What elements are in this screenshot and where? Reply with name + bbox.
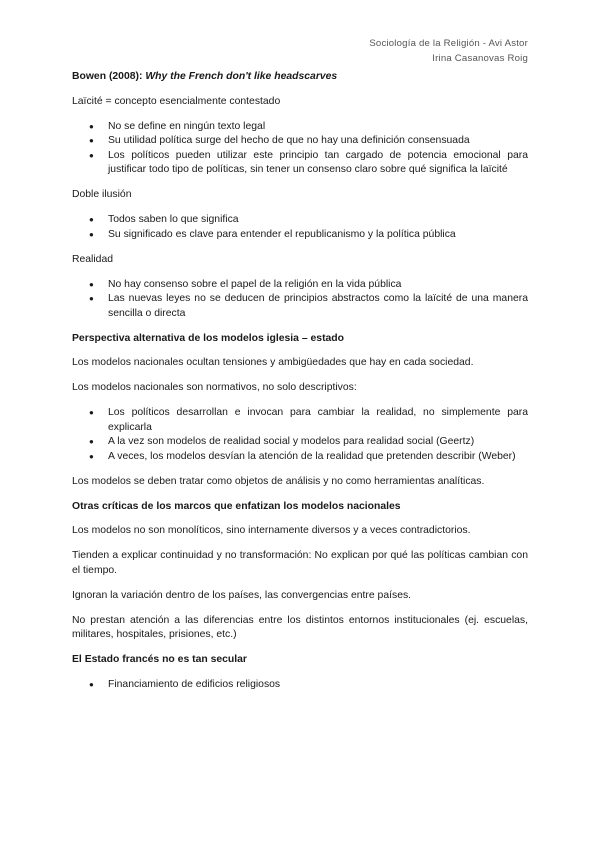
paragraph: Tienden a explicar continuidad y no transformación: No explican por qué las políticas cambian con el tiempo. (72, 550, 528, 576)
list-item: ● Su significado es clave para entender el republicanismo y la política pública (72, 228, 528, 243)
paragraph: Ignoran la variación dentro de los países, las convergencias entre países. (72, 589, 412, 601)
estado-frances-list (72, 678, 528, 693)
citation-author: Bowen (2008): (72, 71, 146, 82)
header-course-line: Sociología de la Religión - Avi Astor (369, 38, 528, 49)
list-item: ● A la vez son modelos de realidad social y modelos para realidad social (Geertz) (72, 435, 528, 450)
modelos-bullet-list (72, 406, 528, 464)
section-heading-perspectiva: Perspectiva alternativa de los modelos iglesia – estado (72, 332, 345, 344)
doble-ilusion-list (72, 213, 528, 242)
list-item: ● No se define en ningún texto legal (72, 120, 528, 135)
citation-title: Why the French don't like headscarves (145, 71, 338, 82)
paragraph: No prestan atención a las diferencias entre los distintos entornos institucionales (ej. escuelas, militares, hospitales, prisiones, etc.) (72, 614, 528, 640)
list-item: ● Financiamiento de edificios religiosos (72, 678, 528, 693)
paragraph: Los modelos no son monolíticos, sino internamente diversos y a veces contradictorios. (72, 525, 471, 536)
list-item: ● Los políticos pueden utilizar este principio tan cargado de potencia emocional para justificar todo tipo de políticas, sin tener un consenso claro sobre qué significa la laïcité (72, 149, 528, 178)
document-body (72, 70, 528, 703)
list-item: ● Los políticos desarrollan e invocan para cambiar la realidad, no simplemente para explicarla (72, 406, 528, 435)
page-header (369, 36, 528, 66)
doble-ilusion-label: Doble ilusión (72, 189, 132, 200)
paragraph: Los modelos nacionales son normativos, no solo descriptivos: (72, 382, 357, 393)
realidad-label: Realidad (72, 253, 114, 265)
list-item: ● Todos saben lo que significa (72, 213, 528, 228)
realidad-list (72, 278, 528, 322)
laicite-definition: Laïcité = concepto esencialmente contestado (72, 95, 281, 107)
list-item: ● A veces, los modelos desvían la atención de la realidad que pretenden describir (Weber) (72, 450, 528, 465)
section-heading-criticas: Otras críticas de los marcos que enfatizan los modelos nacionales (72, 500, 401, 512)
list-item: ● No hay consenso sobre el papel de la religión en la vida pública (72, 278, 528, 293)
list-item: ● Su utilidad política surge del hecho de que no hay una definición consensuada (72, 134, 528, 149)
list-item: ● Las nuevas leyes no se deducen de principios abstractos como la laïcité de una manera sencilla o directa (72, 292, 528, 321)
section-heading-bowen (72, 70, 528, 85)
laicite-bullet-list (72, 120, 528, 178)
paragraph: Los modelos se deben tratar como objetos de análisis y no como herramientas analíticas. (72, 475, 485, 487)
paragraph: Los modelos nacionales ocultan tensiones y ambigüedades que hay en cada sociedad. (72, 357, 474, 368)
header-author-line: Irina Casanovas Roig (432, 53, 528, 64)
section-heading-estado-frances: El Estado francés no es tan secular (72, 654, 247, 665)
